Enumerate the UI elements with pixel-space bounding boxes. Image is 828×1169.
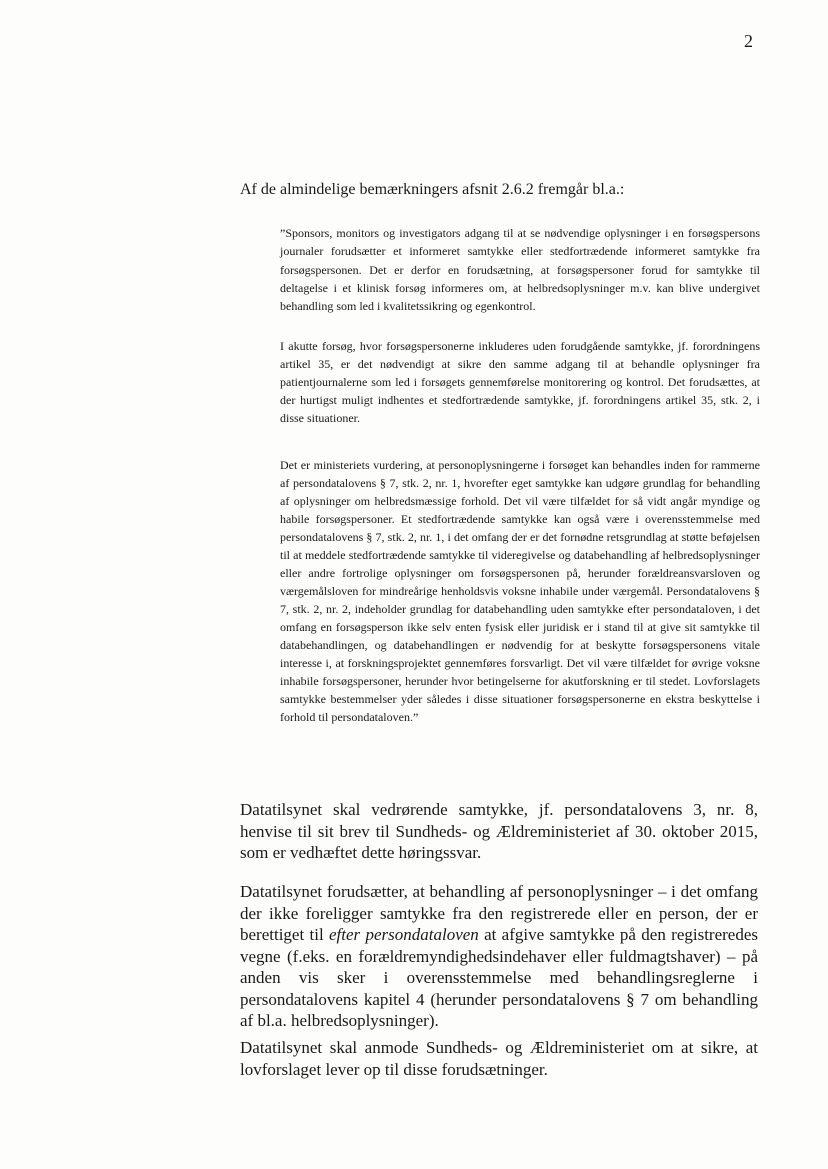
body-paragraph-3: Datatilsynet skal anmode Sundheds- og Ældreministeriet om at sikre, at lovforslaget lever op til disse forudsætninger. bbox=[240, 1038, 758, 1079]
page-number: 2 bbox=[744, 31, 753, 51]
quote-paragraph-2: I akutte forsøg, hvor forsøgspersonerne inkluderes uden forudgående samtykke, jf. forordningens artikel 35, er det nødvendigt at sikre den samme adgang til at behandle oplysninger fra patientjournalerne som led i forsøgets gennemførelse monitorering og kontrol. Det forudsættes, at der hurtigst muligt indhentes et stedfortrædende samtykke, jf. forordningens artikel 35, stk. 2, i disse situationer. bbox=[280, 339, 760, 425]
body-paragraph-2-end: at afgive samtykke på den registreredes vegne (f.eks. en forældremyndighedsindehaver eller fuldmagtshaver) – på anden vis sker i overensstemmelse med behandlingsreglerne i persondatalovens kapitel 4 (herunder persondatalovens § 7 om behandling af bl.a. helbredsoplysninger). bbox=[240, 925, 758, 1030]
body-paragraph-2-start: Datatilsynet forudsætter, at behandling af personoplysninger – i det omfang der ikke foreligger samtykke fra den registrerede eller en person, der er berettiget til bbox=[240, 882, 758, 944]
lead-paragraph: Af de almindelige bemærkningers afsnit 2.6.2 fremgår bl.a.: bbox=[240, 181, 625, 198]
body-paragraph-1: Datatilsynet skal vedrørende samtykke, jf. persondatalovens 3, nr. 8, henvise til sit brev til Sundheds- og Ældreministeriet af 30. oktober 2015, som er vedhæftet dette høringssvar. bbox=[240, 800, 758, 862]
body-paragraph-2-emphasis: efter persondataloven bbox=[329, 925, 479, 944]
quote-paragraph-1: ”Sponsors, monitors og investigators adgang til at se nødvendige oplysninger i en forsøgspersons journaler forudsætter et informeret samtykke eller stedfortrædende informeret samtykke fra forsøgspersonen. Det er derfor en forudsætning, at forsøgspersoner forud for samtykke til deltagelse i et klinisk forsøg informeres om, at helbredsoplysninger m.v. kan blive undergivet behandling som led i kvalitetssikring og egenkontrol. bbox=[280, 226, 760, 314]
quote-paragraph-3: Det er ministeriets vurdering, at personoplysningerne i forsøget kan behandles inden for rammerne af persondatalovens § 7, stk. 2, nr. 1, hvorefter eget samtykke kan udgøre grundlag for behandling af oplysninger om helbredsmæssige forhold. Det vil være tilfældet for så vidt angår myndige og habile forsøgspersoner. Et stedfortrædende samtykke kan også være i overensstemmelse med persondatalovens § 7, stk. 2, nr. 1, i det omfang der er det fornødne retsgrundlag at støtte beføjelsen til at meddele stedfortrædende samtykke til videregivelse og databehandling af helbredsoplysninger eller andre fortrolige oplysninger om forsøgspersonen på, herunder forældreansvarsloven og værgemålsloven for mindreårige henholdsvis voksne inhabile under værgemål. Persondatalovens § 7, stk. 2, nr. 2, indeholder grundlag for databehandling uden samtykke efter persondataloven, i det omfang en forsøgsperson ikke selv enten fysisk eller juridisk er i stand til at give sit samtykke til databehandlingen, og databehandlingen er nødvendig for at beskytte forsøgspersonens vitale interesse i, at forskningsprojektet gennemføres forsvarligt. Det vil være tilfældet for øvrige voksne inhabile forsøgspersoner, herunder hvor betingelserne for akutforskning er til stedet. Lovforslagets samtykke bestemmelser yder således i disse situationer forsøgspersonerne en ekstra beskyttelse i forhold til persondataloven.” bbox=[280, 458, 760, 724]
body-paragraph-2 bbox=[240, 881, 758, 1032]
